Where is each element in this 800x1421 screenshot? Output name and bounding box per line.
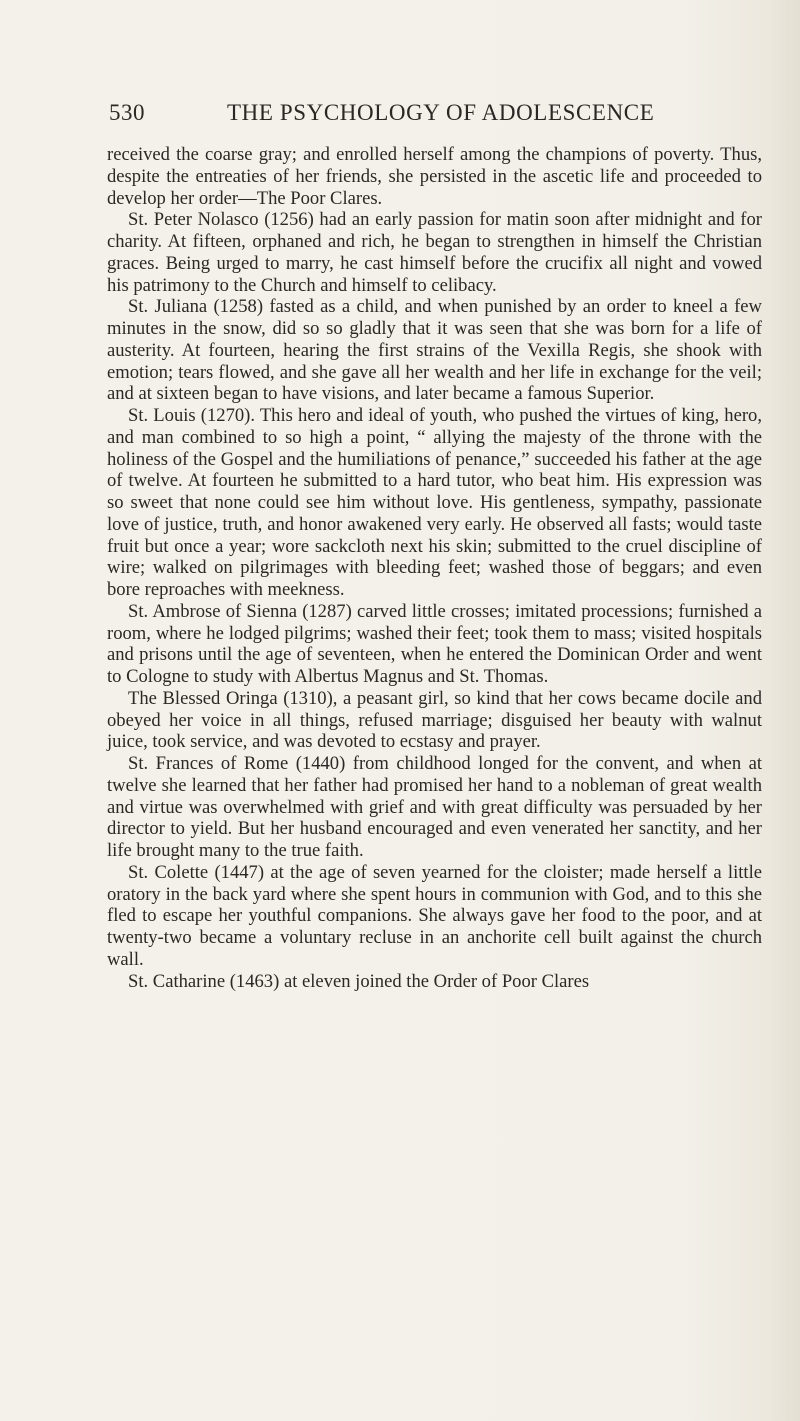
paragraph-peter-nolasco: St. Peter Nolasco (1256) had an early passion for matin soon after midnight and for charity. At fifteen, orphaned and rich, he began to strengthen in himself the Christian graces. Being urged to marry, he cast himself before the crucifix all night and vowed his patrimony to the Church and himself to celibacy. [107, 209, 762, 296]
paragraph-colette: St. Colette (1447) at the age of seven yearned for the cloister; made herself a little oratory in the back yard where she spent hours in communion with God, and to this she fled to escape her youthful companions. She always gave her food to the poor, and at twenty-two became a voluntary recluse in an anchorite cell built against the church wall. [107, 861, 762, 970]
paragraph-catharine: St. Catharine (1463) at eleven joined the Order of Poor Clares [128, 970, 590, 992]
page-header [109, 100, 709, 136]
paragraph-louis: St. Louis (1270). This hero and ideal of youth, who pushed the virtues of king, hero, and man combined to so high a point, “ allying the majesty of the throne with the holiness of the Gospel and the humiliations of penance,” succeeded his father at the age of twelve. At fourteen he submitted to a hard tutor, who beat him. His expression was so sweet that none could see him without love. His gentleness, sympathy, passionate love of justice, truth, and honor awakened very early. He observed all fasts; would taste fruit but once a year; wore sackcloth next his skin; submitted to the cruel discipline of wire; walked on pilgrimages with bleeding feet; washed those of beggars; and even bore reproaches with meekness. [107, 405, 762, 600]
paragraph-ambrose-of-sienna: St. Ambrose of Sienna (1287) carved little crosses; imitated processions; furnished a room, where he lodged pilgrims; washed their feet; took them to mass; visited hospitals and prisons until the age of seventeen, when he entered the Dominican Order and went to Cologne to study with Albertus Magnus and St. Thomas. [107, 600, 762, 687]
paragraph-poor-clares-continuation: received the coarse gray; and enrolled herself among the champions of poverty. Thus, despite the entreaties of her friends, she persisted in the ascetic life and proceeded to develop her order—The Poor Clares. [107, 144, 762, 209]
body-text [107, 144, 762, 992]
page-number: 530 [109, 100, 145, 125]
paragraph-juliana: St. Juliana (1258) fasted as a child, and when punished by an order to kneel a few minutes in the snow, did so so gladly that it was seen that she was born for a life of austerity. At fourteen, hearing the first strains of the Vexilla Regis, she shook with emotion; tears flowed, and she gave all her wealth and her life in exchange for the veil; and at sixteen began to have visions, and later became a famous Superior. [107, 296, 762, 405]
paragraph-blessed-oringa: The Blessed Oringa (1310), a peasant girl, so kind that her cows became docile and obeyed her voice in all things, refused marriage; disguised her beauty with walnut juice, took service, and was devoted to ecstasy and prayer. [107, 687, 762, 753]
paragraph-frances-of-rome: St. Frances of Rome (1440) from childhood longed for the convent, and when at twelve she learned that her father had promised her hand to a nobleman of great wealth and virtue was overwhelmed with grief and with great difficulty was persuaded by her director to yield. But her husband encouraged and even venerated her sanctity, and her life brought many to the true faith. [107, 753, 762, 861]
running-title: THE PSYCHOLOGY OF ADOLESCENCE [227, 100, 655, 125]
